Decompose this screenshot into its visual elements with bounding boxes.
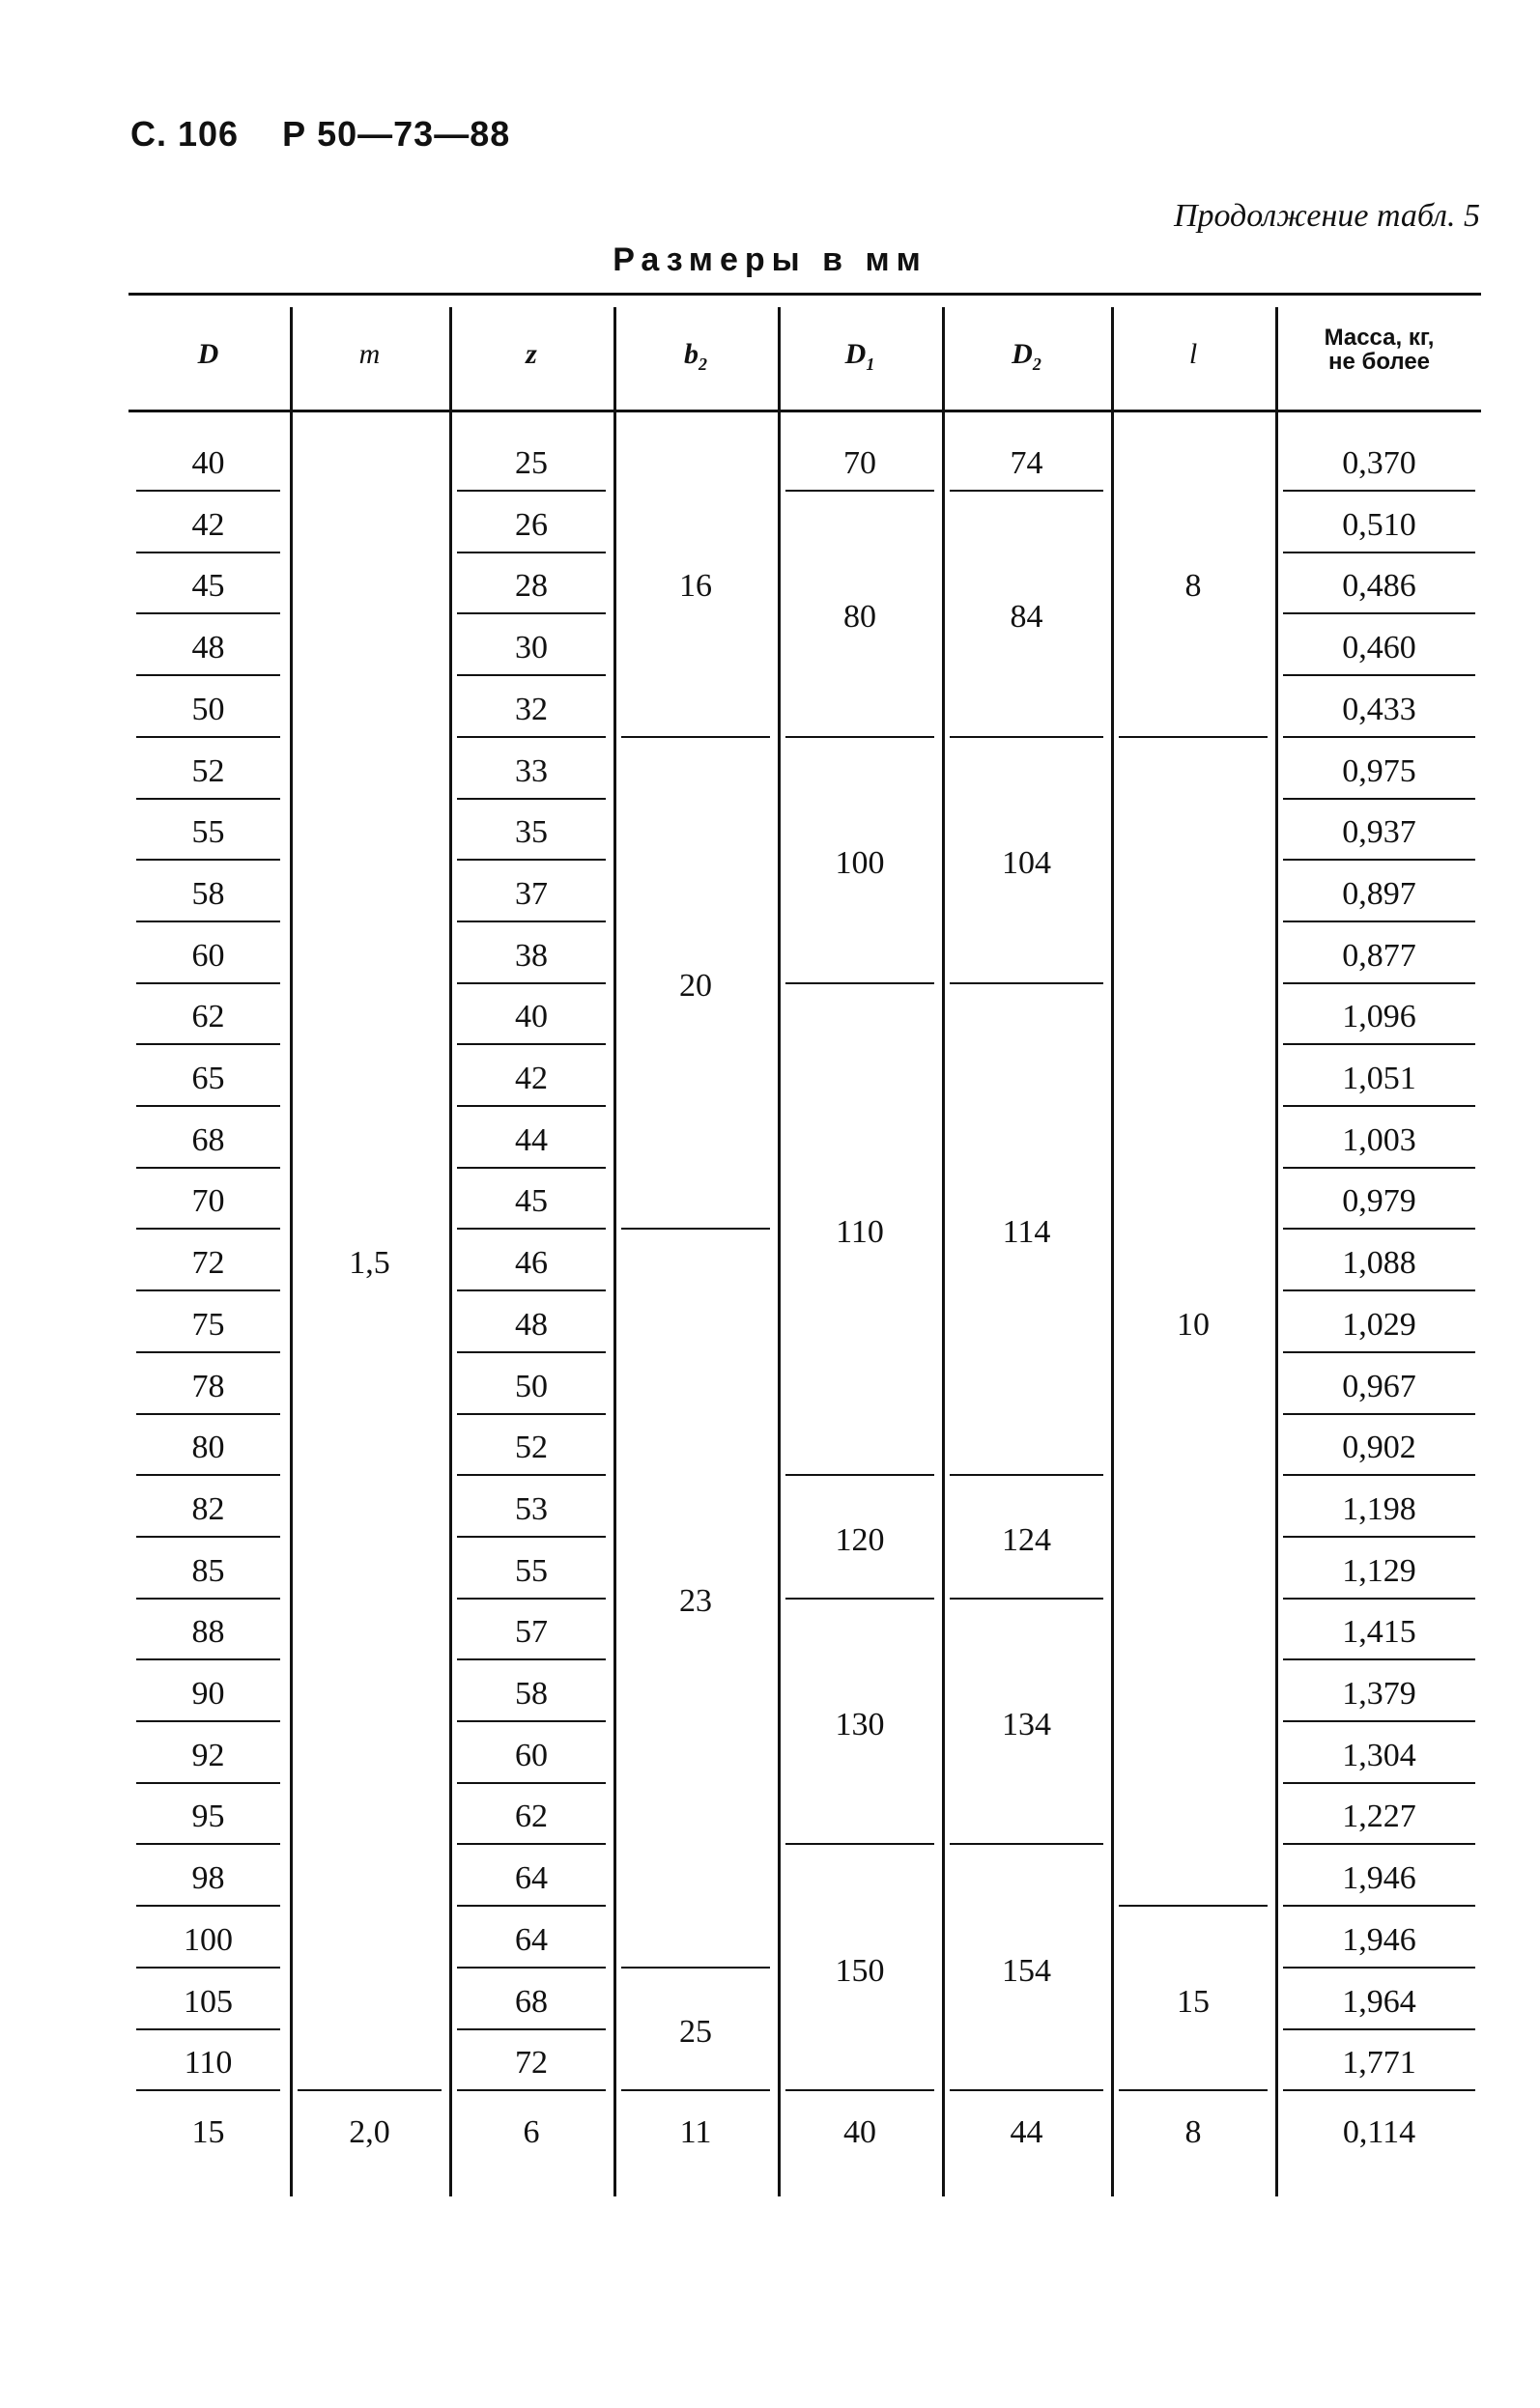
row-rule [1283, 982, 1475, 984]
col-header-D: D [197, 338, 219, 370]
cell-mass: 1,096 [1342, 999, 1416, 1035]
row-rule [457, 1167, 606, 1169]
row-rule [457, 1289, 606, 1291]
cell-b2: 25 [679, 2014, 712, 2051]
cell-D1: 120 [835, 1521, 885, 1558]
row-rule [1283, 490, 1475, 492]
cell-D1: 70 [843, 445, 876, 481]
row-rule [1283, 921, 1475, 922]
cell-D: 65 [191, 1061, 225, 1096]
row-rule [136, 1228, 280, 1230]
cell-mass: 0,967 [1342, 1368, 1416, 1404]
cell-D: 58 [191, 875, 225, 912]
cell-b2: 20 [679, 968, 712, 1005]
cell-D2: 74 [1010, 445, 1043, 481]
cell-z: 40 [515, 999, 548, 1035]
row-rule [1283, 1474, 1475, 1476]
row-rule [1283, 2089, 1475, 2091]
cell-z: 45 [515, 1183, 548, 1220]
cell-mass: 1,051 [1342, 1061, 1416, 1096]
row-rule [136, 1413, 280, 1415]
cell-mass: 0,510 [1342, 506, 1416, 543]
row-rule [457, 2089, 606, 2091]
row-rule [950, 1598, 1103, 1600]
row-rule [136, 1598, 280, 1600]
row-rule [1283, 1167, 1475, 1169]
row-rule [457, 1967, 606, 1969]
page-header [130, 114, 543, 155]
cell-z: 53 [515, 1490, 548, 1527]
row-rule [785, 490, 934, 492]
row-rule [457, 982, 606, 984]
cell-mass: 1,003 [1342, 1121, 1416, 1158]
cell-z: 26 [515, 506, 548, 543]
cell-D: 105 [184, 1983, 233, 2020]
cell-mass: 1,129 [1342, 1552, 1416, 1589]
last-row-m: 2,0 [349, 2113, 390, 2150]
row-rule [136, 1905, 280, 1907]
cell-z: 38 [515, 937, 548, 974]
row-rule [136, 921, 280, 922]
row-rule [1283, 798, 1475, 800]
cell-D: 82 [191, 1490, 225, 1527]
cell-D: 48 [191, 630, 225, 666]
row-rule [457, 798, 606, 800]
row-rule [1283, 1289, 1475, 1291]
cell-D: 110 [184, 2045, 233, 2082]
row-rule [457, 1351, 606, 1353]
cell-mass: 1,379 [1342, 1676, 1416, 1712]
row-rule [136, 1536, 280, 1538]
row-rule [950, 2089, 1103, 2091]
cell-z: 55 [515, 1552, 548, 1589]
row-rule [785, 736, 934, 738]
cell-D: 40 [191, 445, 225, 481]
row-rule [136, 1289, 280, 1291]
cell-D1: 80 [843, 599, 876, 636]
row-rule [457, 1413, 606, 1415]
cell-l: 15 [1177, 1983, 1210, 2020]
cell-b2: 16 [679, 568, 712, 605]
cell-z: 64 [515, 1921, 548, 1958]
cell-D2: 134 [1002, 1706, 1051, 1742]
cell-z: 64 [515, 1860, 548, 1897]
row-rule [785, 1843, 934, 1845]
row-rule [621, 1228, 770, 1230]
row-rule [457, 1228, 606, 1230]
row-rule [1283, 1536, 1475, 1538]
col-header-l: l [1188, 338, 1198, 370]
cell-z: 52 [515, 1430, 548, 1466]
cell-z: 44 [515, 1121, 548, 1158]
row-rule [457, 674, 606, 676]
units-label: Размеры в мм [613, 241, 927, 278]
row-rule [1283, 2028, 1475, 2030]
cell-z: 25 [515, 445, 548, 481]
row-rule [785, 982, 934, 984]
row-rule [298, 2089, 442, 2091]
cell-z: 35 [515, 814, 548, 851]
cell-mass: 1,088 [1342, 1245, 1416, 1282]
row-rule [1283, 1351, 1475, 1353]
cell-z: 68 [515, 1983, 548, 2020]
row-rule [136, 490, 280, 492]
cell-z: 57 [515, 1614, 548, 1651]
row-rule [621, 736, 770, 738]
cell-D: 78 [191, 1368, 225, 1404]
cell-D2: 124 [1002, 1521, 1051, 1558]
row-rule [457, 552, 606, 553]
cell-z: 48 [515, 1306, 548, 1343]
col-header-z: z [526, 338, 537, 370]
row-rule [457, 1598, 606, 1600]
cell-D: 92 [191, 1737, 225, 1773]
cell-mass: 0,979 [1342, 1183, 1416, 1220]
row-rule [457, 2028, 606, 2030]
row-rule [136, 1351, 280, 1353]
cell-z: 30 [515, 630, 548, 666]
cell-b2: 23 [679, 1583, 712, 1620]
row-rule [950, 1474, 1103, 1476]
row-rule [457, 612, 606, 614]
row-rule [136, 736, 280, 738]
cell-mass: 1,415 [1342, 1614, 1416, 1651]
cell-D: 45 [191, 568, 225, 605]
cell-D: 70 [191, 1183, 225, 1220]
cell-mass: 0,433 [1342, 691, 1416, 727]
row-rule [136, 1658, 280, 1660]
col-header-b2: $b_2$ [684, 338, 707, 374]
cell-D: 60 [191, 937, 225, 974]
row-rule [1283, 1843, 1475, 1845]
row-rule [1283, 859, 1475, 861]
cell-z: 62 [515, 1799, 548, 1835]
cell-mass: 1,227 [1342, 1799, 1416, 1835]
cell-D1: 150 [835, 1952, 885, 1989]
row-rule [136, 1105, 280, 1107]
row-rule [457, 859, 606, 861]
cell-mass: 0,897 [1342, 875, 1416, 912]
cell-D1: 130 [835, 1706, 885, 1742]
cell-l: 10 [1177, 1306, 1210, 1343]
cell-D: 90 [191, 1676, 225, 1712]
cell-D: 50 [191, 691, 225, 727]
row-rule [1283, 1105, 1475, 1107]
cell-D: 42 [191, 506, 225, 543]
row-rule [136, 859, 280, 861]
row-rule [1119, 1905, 1268, 1907]
row-rule [136, 1474, 280, 1476]
last-row-D1: 40 [843, 2113, 876, 2150]
cell-z: 28 [515, 568, 548, 605]
cell-mass: 0,460 [1342, 630, 1416, 666]
row-rule [136, 612, 280, 614]
cell-D: 95 [191, 1799, 225, 1835]
cell-z: 33 [515, 752, 548, 789]
row-rule [136, 982, 280, 984]
cell-D: 85 [191, 1552, 225, 1589]
cell-z: 46 [515, 1245, 548, 1282]
cell-mass: 1,946 [1342, 1860, 1416, 1897]
cell-mass: 1,771 [1342, 2045, 1416, 2082]
cell-D2: 84 [1010, 599, 1043, 636]
row-rule [136, 1043, 280, 1045]
row-rule [1283, 612, 1475, 614]
cell-mass: 1,029 [1342, 1306, 1416, 1343]
row-rule [457, 1658, 606, 1660]
row-rule [457, 1782, 606, 1784]
row-rule [136, 1967, 280, 1969]
row-rule [950, 490, 1103, 492]
cell-mass: 1,964 [1342, 1983, 1416, 2020]
last-row-b2: 11 [679, 2113, 712, 2150]
cell-z: 58 [515, 1676, 548, 1712]
cell-z: 60 [515, 1737, 548, 1773]
row-rule [950, 1843, 1103, 1845]
last-row-D: 15 [191, 2113, 225, 2150]
cell-mass: 0,937 [1342, 814, 1416, 851]
last-row-l: 8 [1184, 2113, 1202, 2150]
row-rule [136, 2028, 280, 2030]
cell-mass: 1,198 [1342, 1490, 1416, 1527]
row-rule [1283, 1967, 1475, 1969]
row-rule [136, 798, 280, 800]
row-rule [1283, 552, 1475, 553]
row-rule [457, 1720, 606, 1722]
row-rule [457, 490, 606, 492]
row-rule [1283, 1598, 1475, 1600]
cell-z: 37 [515, 875, 548, 912]
cell-l: 8 [1184, 568, 1202, 605]
cell-D: 52 [191, 752, 225, 789]
row-rule [950, 736, 1103, 738]
last-row-mass: 0,114 [1342, 2113, 1416, 2150]
row-rule [136, 1843, 280, 1845]
cell-D: 98 [191, 1860, 225, 1897]
row-rule [1283, 1720, 1475, 1722]
row-rule [1283, 674, 1475, 676]
row-rule [457, 736, 606, 738]
row-rule [1283, 1228, 1475, 1230]
row-rule [950, 982, 1103, 984]
row-rule [457, 1474, 606, 1476]
col-header-D2: $D_2$ [1012, 338, 1041, 374]
row-rule [457, 1843, 606, 1845]
cell-D2: 104 [1002, 845, 1051, 882]
col-header-mass: Масса, кг, не более [1324, 325, 1435, 375]
last-row-D2: 44 [1010, 2113, 1043, 2150]
row-rule [1283, 1413, 1475, 1415]
cell-mass: 0,877 [1342, 937, 1416, 974]
cell-mass: 1,946 [1342, 1921, 1416, 1958]
cell-mass: 1,304 [1342, 1737, 1416, 1773]
cell-D: 100 [184, 1921, 233, 1958]
table-continuation-label: Продолжение табл. 5 [1173, 198, 1480, 234]
cell-mass: 0,902 [1342, 1430, 1416, 1466]
cell-D: 55 [191, 814, 225, 851]
cell-D: 72 [191, 1245, 225, 1282]
row-rule [136, 552, 280, 553]
table-top-rule [128, 293, 1481, 296]
row-rule [785, 1598, 934, 1600]
cell-D: 88 [191, 1614, 225, 1651]
cell-m: 1,5 [349, 1245, 390, 1282]
row-rule [1283, 736, 1475, 738]
cell-D2: 114 [1002, 1214, 1051, 1251]
row-rule [1119, 2089, 1268, 2091]
row-rule [457, 1105, 606, 1107]
cell-D: 68 [191, 1121, 225, 1158]
row-rule [457, 1905, 606, 1907]
row-rule [621, 1967, 770, 1969]
row-rule [1283, 1043, 1475, 1045]
last-row-z: 6 [523, 2113, 540, 2150]
cell-mass: 0,975 [1342, 752, 1416, 789]
row-rule [136, 1782, 280, 1784]
page-number: С. 106 [130, 114, 240, 154]
cell-D: 75 [191, 1306, 225, 1343]
row-rule [785, 1474, 934, 1476]
cell-z: 42 [515, 1061, 548, 1096]
header-bottom-rule [128, 410, 1481, 412]
row-rule [457, 1536, 606, 1538]
row-rule [457, 1043, 606, 1045]
cell-D: 62 [191, 999, 225, 1035]
cell-D: 80 [191, 1430, 225, 1466]
cell-z: 50 [515, 1368, 548, 1404]
cell-z: 32 [515, 691, 548, 727]
row-rule [1119, 736, 1268, 738]
col-header-m: m [358, 338, 381, 370]
row-rule [1283, 1905, 1475, 1907]
row-rule [621, 2089, 770, 2091]
cell-D1: 100 [835, 845, 885, 882]
row-rule [457, 921, 606, 922]
col-header-D1: $D_1$ [844, 338, 875, 374]
row-rule [1283, 1782, 1475, 1784]
row-rule [1283, 1658, 1475, 1660]
row-rule [785, 2089, 934, 2091]
cell-D1: 110 [836, 1214, 884, 1251]
cell-mass: 0,486 [1342, 568, 1416, 605]
row-rule [136, 674, 280, 676]
standard-code: Р 50—73—88 [282, 114, 511, 154]
row-rule [136, 1167, 280, 1169]
row-rule [136, 1720, 280, 1722]
row-rule [136, 2089, 280, 2091]
cell-mass: 0,370 [1342, 445, 1416, 481]
cell-D2: 154 [1002, 1952, 1051, 1989]
cell-z: 72 [515, 2045, 548, 2082]
